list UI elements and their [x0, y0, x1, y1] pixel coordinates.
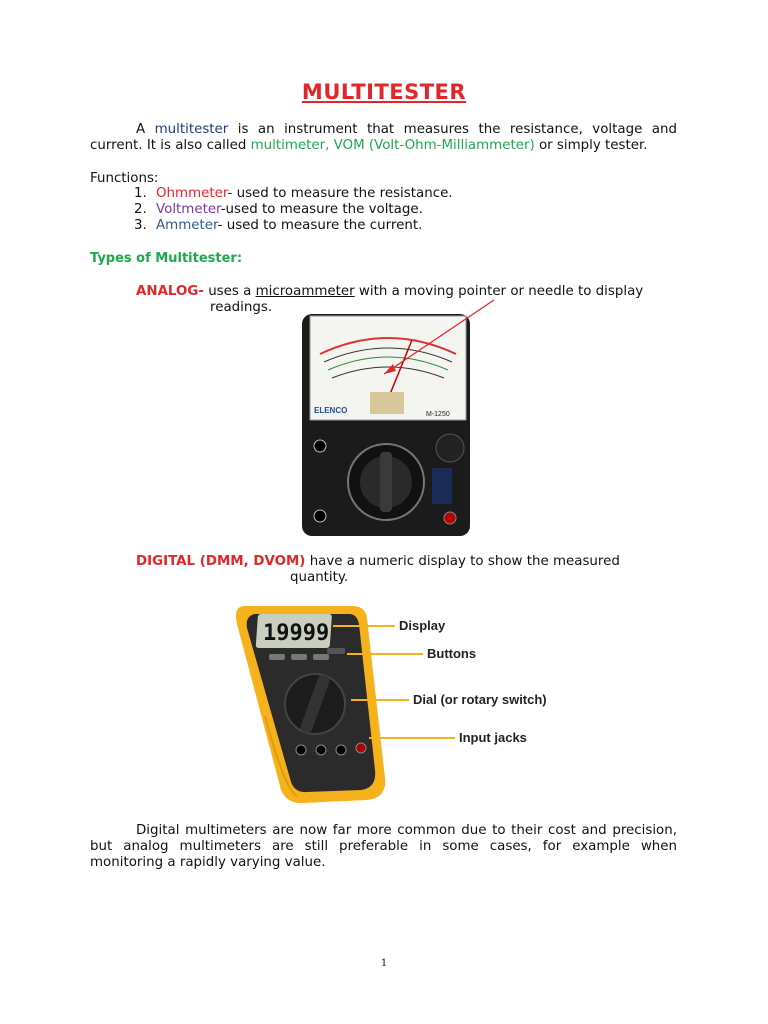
- analog-term: ANALOG: [136, 284, 199, 299]
- page-number: 1: [380, 958, 388, 969]
- analog-paragraph-cont: readings.: [210, 300, 273, 315]
- closing-paragraph: Digital multimeters are now far more common due to their cost and precision, but analog multimeters are still preferable in some cases, for example when monitoring a rapidly varying value.: [90, 823, 677, 870]
- digital-term: DIGITAL (DMM, DVOM): [136, 554, 306, 569]
- page-title: MULTITESTER: [301, 80, 467, 104]
- function-desc: - used to measure the current.: [217, 218, 423, 233]
- digital-paragraph-cont: quantity.: [290, 570, 349, 585]
- callout-buttons: Buttons: [427, 646, 477, 661]
- microammeter-term: microammeter: [255, 284, 355, 299]
- analog-paragraph: ANALOG- uses a microammeter with a moving pointer or needle to display: [136, 284, 644, 299]
- function-item: 3. Ammeter- used to measure the current.: [134, 218, 423, 233]
- callout-display: Display: [399, 618, 446, 633]
- meter-brand: ELENCO: [314, 406, 348, 415]
- digital-paragraph: DIGITAL (DMM, DVOM) have a numeric display to show the measured: [136, 554, 620, 569]
- digital-multimeter-image: [225, 600, 575, 805]
- display-readout: 19999: [263, 621, 330, 646]
- intro-paragraph: [90, 122, 677, 154]
- function-term: Voltmeter: [156, 202, 221, 217]
- types-heading: Types of Multitester:: [90, 251, 243, 266]
- intro-term: multitester: [154, 122, 229, 137]
- functions-heading: Functions:: [90, 171, 159, 186]
- function-desc: - used to measure the resistance.: [227, 186, 453, 201]
- functions-list: [134, 186, 453, 234]
- callout-dial: Dial (or rotary switch): [413, 692, 547, 707]
- meter-model: M-1250: [426, 411, 450, 418]
- function-item: 2. Voltmeter-used to measure the voltage.: [134, 202, 423, 217]
- intro-aka: multimeter, VOM (Volt-Ohm-Milliammeter): [250, 138, 535, 153]
- callout-input-jacks: Input jacks: [459, 730, 527, 745]
- analog-multimeter-image: [300, 296, 500, 542]
- function-item: 1. Ohmmeter- used to measure the resistance.: [134, 186, 453, 201]
- intro-text-2: is an instrument that measures the resistance, voltage and current. It is also called: [90, 122, 677, 153]
- function-term: Ammeter: [156, 218, 218, 233]
- function-desc: -used to measure the voltage.: [220, 202, 423, 217]
- intro-text-3: or simply tester.: [534, 138, 648, 153]
- function-term: Ohmmeter: [156, 186, 228, 201]
- intro-text-1: A: [136, 122, 155, 137]
